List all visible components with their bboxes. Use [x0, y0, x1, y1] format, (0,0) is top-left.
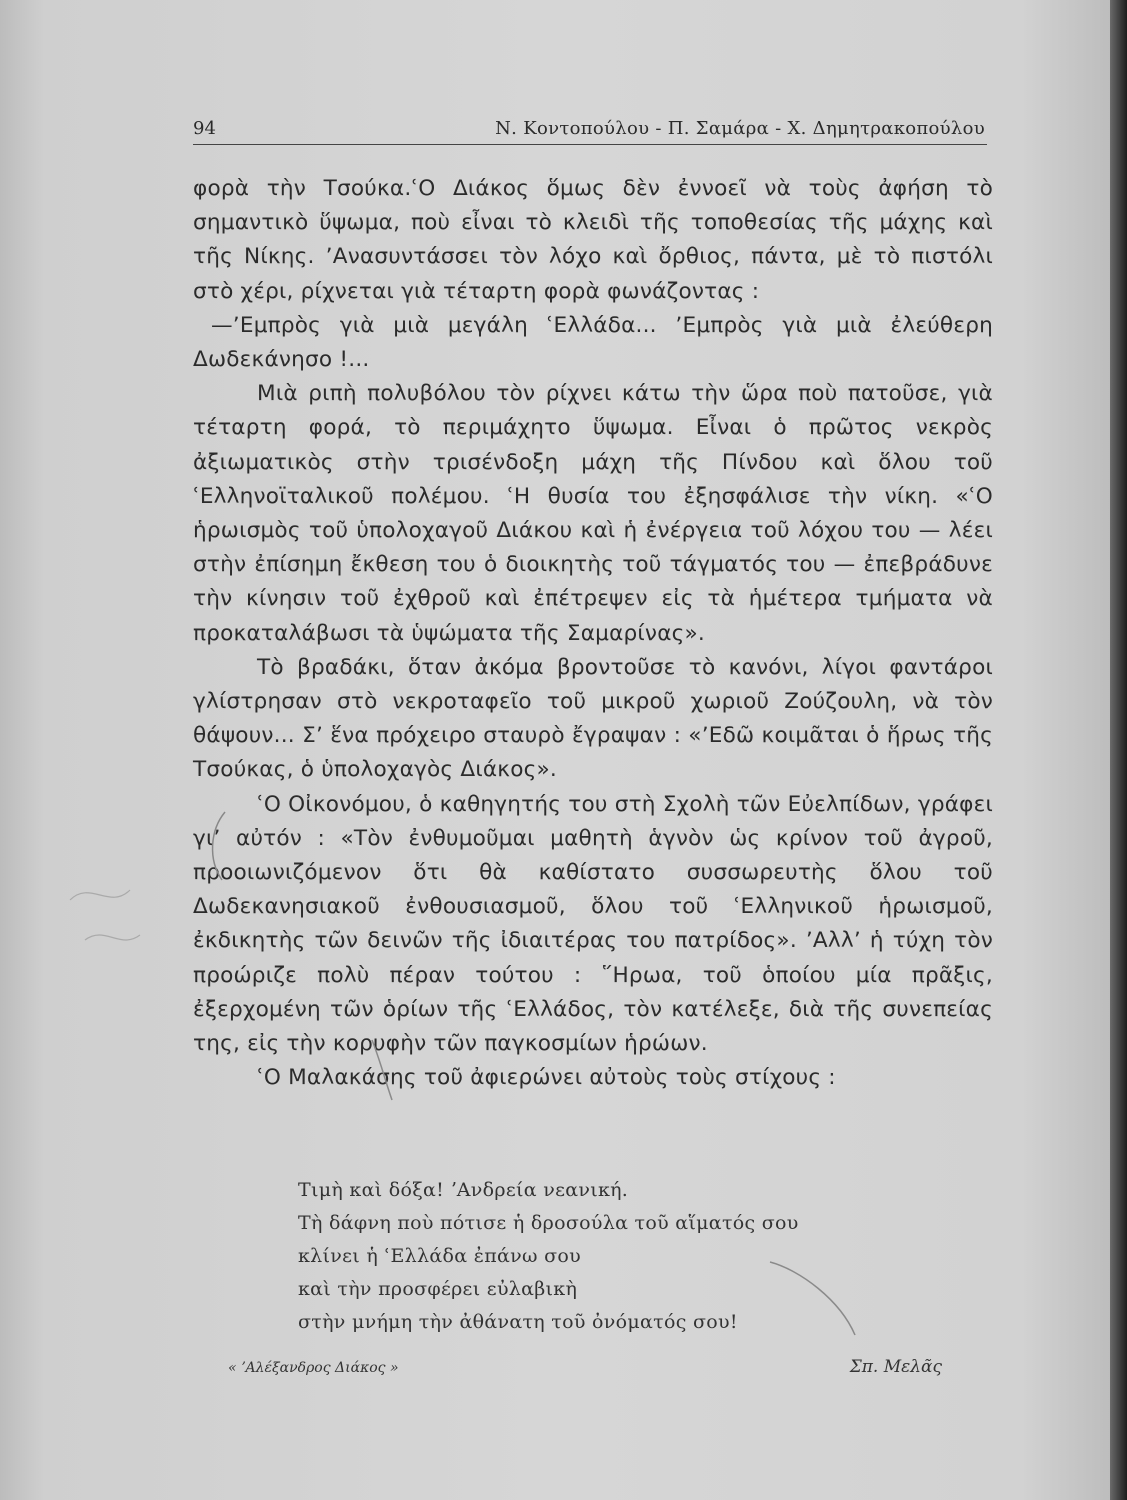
poem-line: Τὴ δάφνη ποὺ πότισε ἡ δροσούλα τοῦ αἵματός σου	[298, 1212, 799, 1234]
poem-line: καὶ τὴν προσφέρει εὐλαβικὴ	[298, 1278, 578, 1300]
paragraph-burial: Τὸ βραδάκι, ὅταν ἀκόμα βροντοῦσε τὸ κανόνι, λίγοι φαντάροι γλίστρησαν στὸ νεκροταφεῖο τοῦ μικροῦ χωριοῦ Ζούζουλη, νὰ τὸν θάψουν... Σʼ ἕνα πρόχειρο σταυρὸ ἔγραψαν : «ʼΕδῶ κοιμᾶται ὁ ἥρως τῆς Τσούκας, ὁ ὑπολοχαγὸς Διάκος».	[193, 654, 993, 783]
paragraph-continued: φορὰ τὴν Τσούκα.ʿΟ Διάκος ὅμως δὲν ἐννοεῖ νὰ τοὺς ἀφήση τὸ σημαντικὸ ὕψωμα, ποὺ εἶναι τὸ κλειδὶ τῆς τοποθεσίας τῆς μάχης καὶ τῆς Νίκης. ʼΑνασυντάσσει τὸν λόχο καὶ ὄρθιος, πάντα, μὲ τὸ πιστόλι στὸ χέρι, ρίχνεται γιὰ τέταρτη φορὰ φωνάζοντας :	[193, 176, 993, 304]
paragraph-teacher-quote: ʿΟ Οἰκονόμου, ὁ καθηγητής του στὴ Σχολὴ τῶν Εὐελπίδων, γράφει γιʼ αὐτόν : «Τὸν ἐνθυμοῦμαι μαθητὴ ἁγνὸν ὡς κρίνον τοῦ ἀγροῦ, προοιωνιζόμενον ὅτι θὰ καθίστατο συσσωρευτὴς ὅλου τοῦ Δωδεκανησιακοῦ ἐνθουσιασμοῦ, ὅλου τοῦ ʿΕλληνικοῦ ἡρωισμοῦ, ἐκδικητὴς τῶν δεινῶν τῆς ἰδιαιτέρας του πατρίδος». ʼΑλλʼ ἡ τύχη τὸν προώριζε πολὺ πέραν τούτου : ῞Ηρωα, τοῦ ὁποίου μία πρᾶξις, ἐξερχομένη τῶν ὁρίων τῆς ʿΕλλάδος, τὸν κατέλεξε, διὰ τῆς συνεπείας της, εἰς τὴν κορυφὴν τῶν παγκοσμίων ἡρώων.	[193, 791, 993, 1057]
body-text	[193, 172, 993, 1095]
paragraph-poem-intro: ʿΟ Μαλακάσης τοῦ ἀφιερώνει αὐτοὺς τοὺς στίχους :	[257, 1065, 836, 1091]
poem-source: « ʼΑλέξανδρος Διάκος »	[228, 1360, 399, 1376]
page-header	[193, 116, 987, 145]
poem-line: στὴν μνήμη τὴν ἀθάνατη τοῦ ὀνόματός σου!	[298, 1311, 738, 1333]
paragraph-dialogue: —ʼΕμπρὸς γιὰ μιὰ μεγάλη ʿΕλλάδα... ʼΕμπρὸς γιὰ μιὰ ἐλεύθερη Δωδεκάνησο !...	[193, 312, 993, 373]
poem-line: κλίνει ἡ ʿΕλλάδα ἐπάνω σου	[298, 1245, 581, 1267]
paragraph-death: Μιὰ ριπὴ πολυβόλου τὸν ρίχνει κάτω τὴν ὥρα ποὺ πατοῦσε, γιὰ τέταρτη φορά, τὸ περιμάχητο ὕψωμα. Εἶναι ὁ πρῶτος νεκρὸς ἀξιωματικὸς στὴν τρισένδοξη μάχη τῆς Πίνδου καὶ ὅλου τοῦ ʿΕλληνοϊταλικοῦ πολέμου. ʿΗ θυσία του ἐξησφάλισε τὴν νίκη. «ʿΟ ἡρωισμὸς τοῦ ὑπολοχαγοῦ Διάκου καὶ ἡ ἐνέργεια τοῦ λόχου του — λέει στὴν ἐπίσημη ἔκθεση του ὁ διοικητὴς τοῦ τάγματός του — ἐπεβράδυνε τὴν κίνησιν τοῦ ἐχθροῦ καὶ ἐπέτρεψεν εἰς τὰ ἡμέτερα τμήματα νὰ προκαταλάβωσι τὰ ὑψώματα τῆς Σαμαρίνας».	[193, 381, 993, 646]
pencil-margin-scribble	[70, 890, 140, 940]
book-edge	[1110, 0, 1127, 1500]
poem-author: Σπ. Μελᾶς	[849, 1357, 942, 1377]
page-number: 94	[193, 118, 216, 139]
poem-block	[298, 1174, 938, 1339]
running-title: Ν. Κοντοπούλου - Π. Σαμάρα - Χ. Δημητρακοπούλου	[495, 118, 985, 139]
poem-line: Τιμὴ καὶ δόξα! ʼΑνδρεία νεανική.	[298, 1179, 629, 1201]
